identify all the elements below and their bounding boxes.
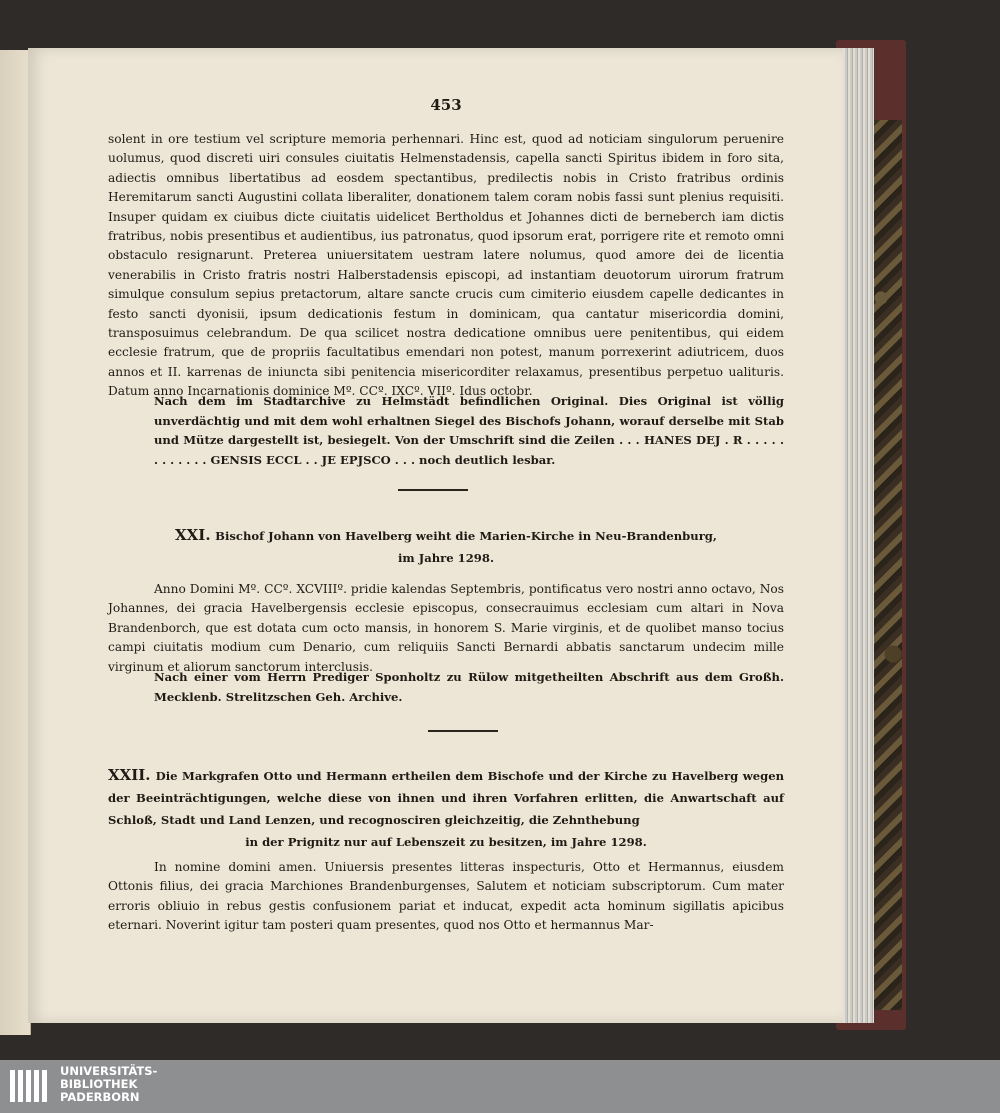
library-name-line3: PADERBORN	[60, 1090, 140, 1104]
source-note-xxi: Nach einer vom Herrn Prediger Sponholtz zu Rülow mitgetheilten Abschrift aus dem Großh. Mecklenb. Strelitzschen Geh. Archive.	[154, 670, 784, 704]
section-number-2: XXII.	[108, 766, 151, 784]
source-note-xx: Nach dem im Stadtarchive zu Helmstädt befindlichen Original. Dies Original ist völlig unverdächtig und mit dem wohl erhaltnen Siegel des Bischofs Johann, worauf derselbe mit Stab und Mütze dargestellt ist, besiegelt. Von der Umschrift sind die Zeilen . . . HANES DEJ . R . . . . . . . . . . . . GENSIS ECCL . . JE EPJSCO . . . noch deutlich lesbar.	[154, 394, 784, 467]
library-name-line1: UNIVERSITÄTS-	[60, 1064, 158, 1078]
section-divider	[398, 489, 468, 491]
library-logo-icon	[8, 1066, 50, 1106]
charter-text-xxi: Anno Domini Mº. CCº. XCVIIIº. pridie kalendas Septembris, pontificatus vero nostri anno octavo, Nos Johannes, dei gracia Havelbergensis ecclesie episcopus, consecrauimus ecclesiam cum altari in Nova Brandenborch, que est dotata cum octo mansis, in honorem S. Marie virginis, et de quolibet manso tocius campi ciuitatis modium cum Denario, cum reliquiis Sancti Bernardi abbatis sanctarum undecim mille virginum et aliorum sanctorum interclusis.	[108, 582, 784, 674]
charter-text-xxii: In nomine domini amen. Uniuersis presentes litteras inspecturis, Otto et Hermannus, eiusdem Ottonis filius, dei gracia Marchiones Brandenburgenses, Salutem et noticiam subscriptorum. Cum mater erroris obliuio in rebus gestis confusionem pariat et inducat, expedit acta hominum sigillatis apicibus eternari. Noverint igitur tam posteri quam presentes, quod nos Otto et hermannus Mar-	[108, 860, 784, 933]
library-name-line2: BIBLIOTHEK	[60, 1077, 138, 1091]
charter-text-xx-end: solent in ore testium vel scripture memoria perhennari. Hinc est, quod ad noticiam singulorum peruenire uolumus, quod discreti uiri consules ciuitatis Helmenstadensis, capella sancti Spiritus ibidem in foro sita, adiectis omnibus libertatibus ad eosdem spectantibus, predilectis nobis in Cristo fratribus ordinis Heremitarum sancti Augustini collata liberaliter, donationem talem coram nobis fassi sunt plenius requisiti. Insuper quidam ex ciuibus dicte ciuitatis uidelicet Bertholdus et Johannes dicti de berneberch iam dictis fratribus, nobis presentibus et audientibus, ius patronatus, quod ipsorum erat, porrigere rite et remoto omni obstaculo resignarunt. Preterea uniuersitatem uestram latere nolumus, quod amore dei de licentia venerabilis in Cristo fratris nostri Halberstadensis episcopi, ad instantiam deuotorum uirorum fratrum simulque consulum sepius pretactorum, altare sancte crucis cum cimiterio eiusdem capelle dedicantes in festo sancti dyonisii, ipsum dedicationis festum in dominicam, qua cantatur misericordia domini, transposuimus celebrandum. De qua scilicet nostra dedicatione omnibus uere penitentibus, qui eidem ecclesie fratrum, que de propriis facultatibus emendari non potest, manum porrexerint adiutricem, duos annos et II. karrenas de iniuncta sibi penitencia misericorditer relaxamus, presentibus perpetuo ualituris. Datum anno Incarnationis dominice Mº. CCº. IXCº. VIIº. Idus octobr.	[108, 132, 784, 399]
section-heading-xxii	[108, 764, 784, 853]
section-heading-xxi	[108, 524, 784, 569]
library-footer	[0, 1060, 1000, 1113]
page-number: 453	[430, 96, 462, 114]
book-page	[28, 48, 843, 1023]
marbled-edge	[872, 120, 902, 1010]
section-title-line1: Bischof Johann von Havelberg weiht die Marien-Kirche in Neu-Brandenburg,	[215, 529, 717, 543]
section-number: XXI.	[175, 526, 211, 544]
library-name	[60, 1065, 157, 1104]
section-title-xxii-line1: Die Markgrafen Otto und Hermann ertheilen dem Bischofe und der Kirche zu Havelberg wegen der Beeinträchtigungen, welche diese von ihnen und ihren Vorfahren erlitten, die Anwartschaft auf Schloß, Stadt und Land Lenzen, und recognosciren gleichzeitig, die Zehnthebung	[108, 769, 785, 827]
section-divider-2	[428, 730, 498, 732]
facing-page-edge	[0, 50, 31, 1035]
section-title-xxii-line2: in der Prignitz nur auf Lebenszeit zu besitzen, im Jahre 1298.	[245, 835, 647, 849]
section-title-line2: im Jahre 1298.	[398, 551, 494, 565]
page-edges	[840, 48, 874, 1023]
